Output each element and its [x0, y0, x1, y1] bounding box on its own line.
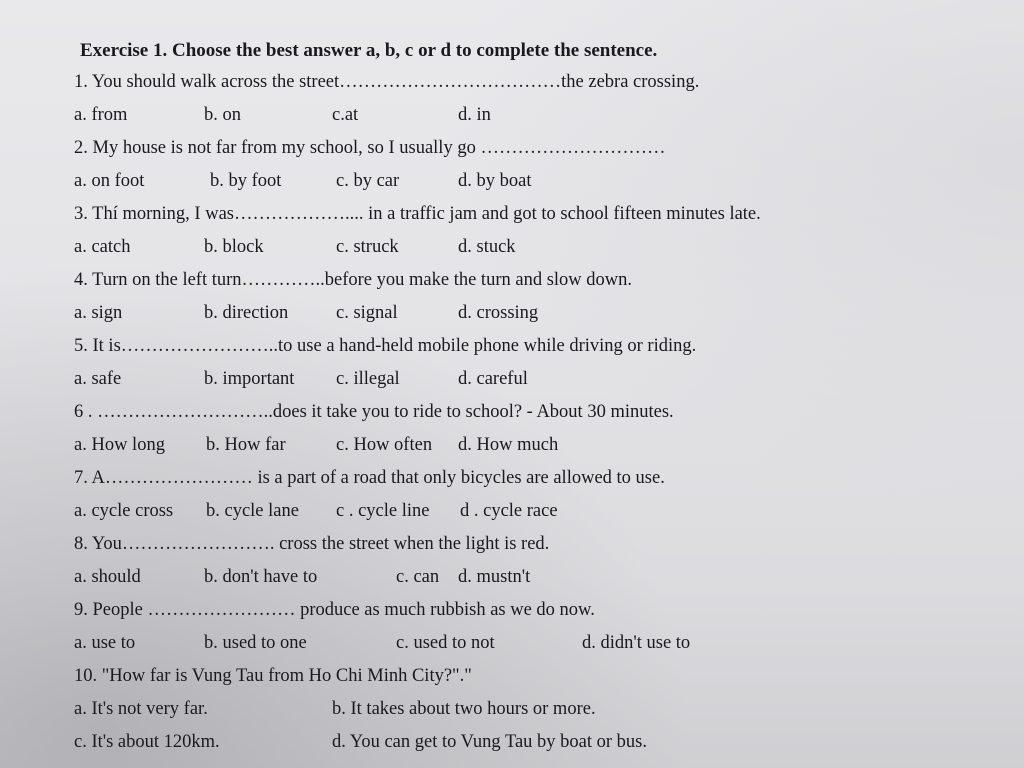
option-a: a. from [74, 105, 128, 125]
question-10: 10. "How far is Vung Tau from Ho Chi Minh City?"." [74, 666, 472, 686]
option-d: d. careful [458, 369, 528, 389]
option-a: a. It's not very far. [74, 699, 208, 719]
option-d: d. How much [458, 435, 559, 455]
question-2: 2. My house is not far from my school, so I usually go ………………………… [74, 138, 666, 158]
option-c: c. can [396, 567, 440, 587]
option-b: b. used to one [204, 633, 307, 653]
options-3 [74, 231, 954, 264]
option-a: a. safe [74, 369, 122, 389]
option-c: c. It's about 120km. [74, 732, 220, 752]
question-8: 8. You……………………. cross the street when the light is red. [74, 534, 550, 554]
option-d: d. You can get to Vung Tau by boat or bus. [332, 732, 647, 752]
option-c: c. used to not [396, 633, 495, 653]
option-b: b. important [204, 369, 295, 389]
option-a: a. use to [74, 633, 136, 653]
option-c: c.at [332, 105, 359, 125]
option-a: a. catch [74, 237, 131, 257]
option-d: d. didn't use to [582, 633, 691, 653]
option-c: c. by car [336, 171, 400, 191]
option-d: d. crossing [458, 303, 539, 323]
option-c: c . cycle line [336, 501, 430, 521]
exercise-title: Exercise 1. Choose the best answer a, b, c or d to complete the sentence. [80, 40, 658, 61]
options-10-row-2 [74, 726, 954, 759]
question-9: 9. People …………………… produce as much rubbish as we do now. [74, 600, 595, 620]
option-a: a. should [74, 567, 141, 587]
option-c: c. signal [336, 303, 398, 323]
options-2 [74, 165, 954, 198]
option-c: c. struck [336, 237, 399, 257]
options-6 [74, 429, 954, 462]
question-1: 1. You should walk across the street………………………………the zebra crossing. [74, 72, 700, 92]
option-d: d. mustn't [458, 567, 531, 587]
option-c: c. How often [336, 435, 433, 455]
question-3: 3. Thí morning, I was……………….... in a traffic jam and got to school fifteen minutes late. [74, 204, 761, 224]
option-b: b. on [204, 105, 241, 125]
option-d: d . cycle race [460, 501, 558, 521]
option-a: a. How long [74, 435, 165, 455]
question-5: 5. It is……………………..to use a hand-held mobile phone while driving or riding. [74, 336, 697, 356]
option-d: d. in [458, 105, 491, 125]
options-8 [74, 561, 954, 594]
option-a: a. on foot [74, 171, 145, 191]
options-4 [74, 297, 954, 330]
question-4: 4. Turn on the left turn…………..before you make the turn and slow down. [74, 270, 633, 290]
option-b: b. block [204, 237, 264, 257]
question-6: 6 . ………………………..does it take you to ride to school? - About 30 minutes. [74, 402, 674, 422]
option-b: b. by foot [210, 171, 282, 191]
option-b: b. direction [204, 303, 289, 323]
question-7: 7. A…………………… is a part of a road that only bicycles are allowed to use. [74, 468, 665, 488]
option-a: a. cycle cross [74, 501, 174, 521]
option-b: b. How far [206, 435, 286, 455]
options-1 [74, 99, 954, 132]
options-5 [74, 363, 954, 396]
option-b: b. don't have to [204, 567, 318, 587]
option-d: d. by boat [458, 171, 532, 191]
option-a: a. sign [74, 303, 123, 323]
options-7 [74, 495, 954, 528]
option-c: c. illegal [336, 369, 400, 389]
options-10-row-1 [74, 693, 954, 726]
option-b: b. cycle lane [206, 501, 299, 521]
exercise-sheet [74, 36, 954, 759]
option-d: d. stuck [458, 237, 516, 257]
option-b: b. It takes about two hours or more. [332, 699, 596, 719]
options-9 [74, 627, 954, 660]
